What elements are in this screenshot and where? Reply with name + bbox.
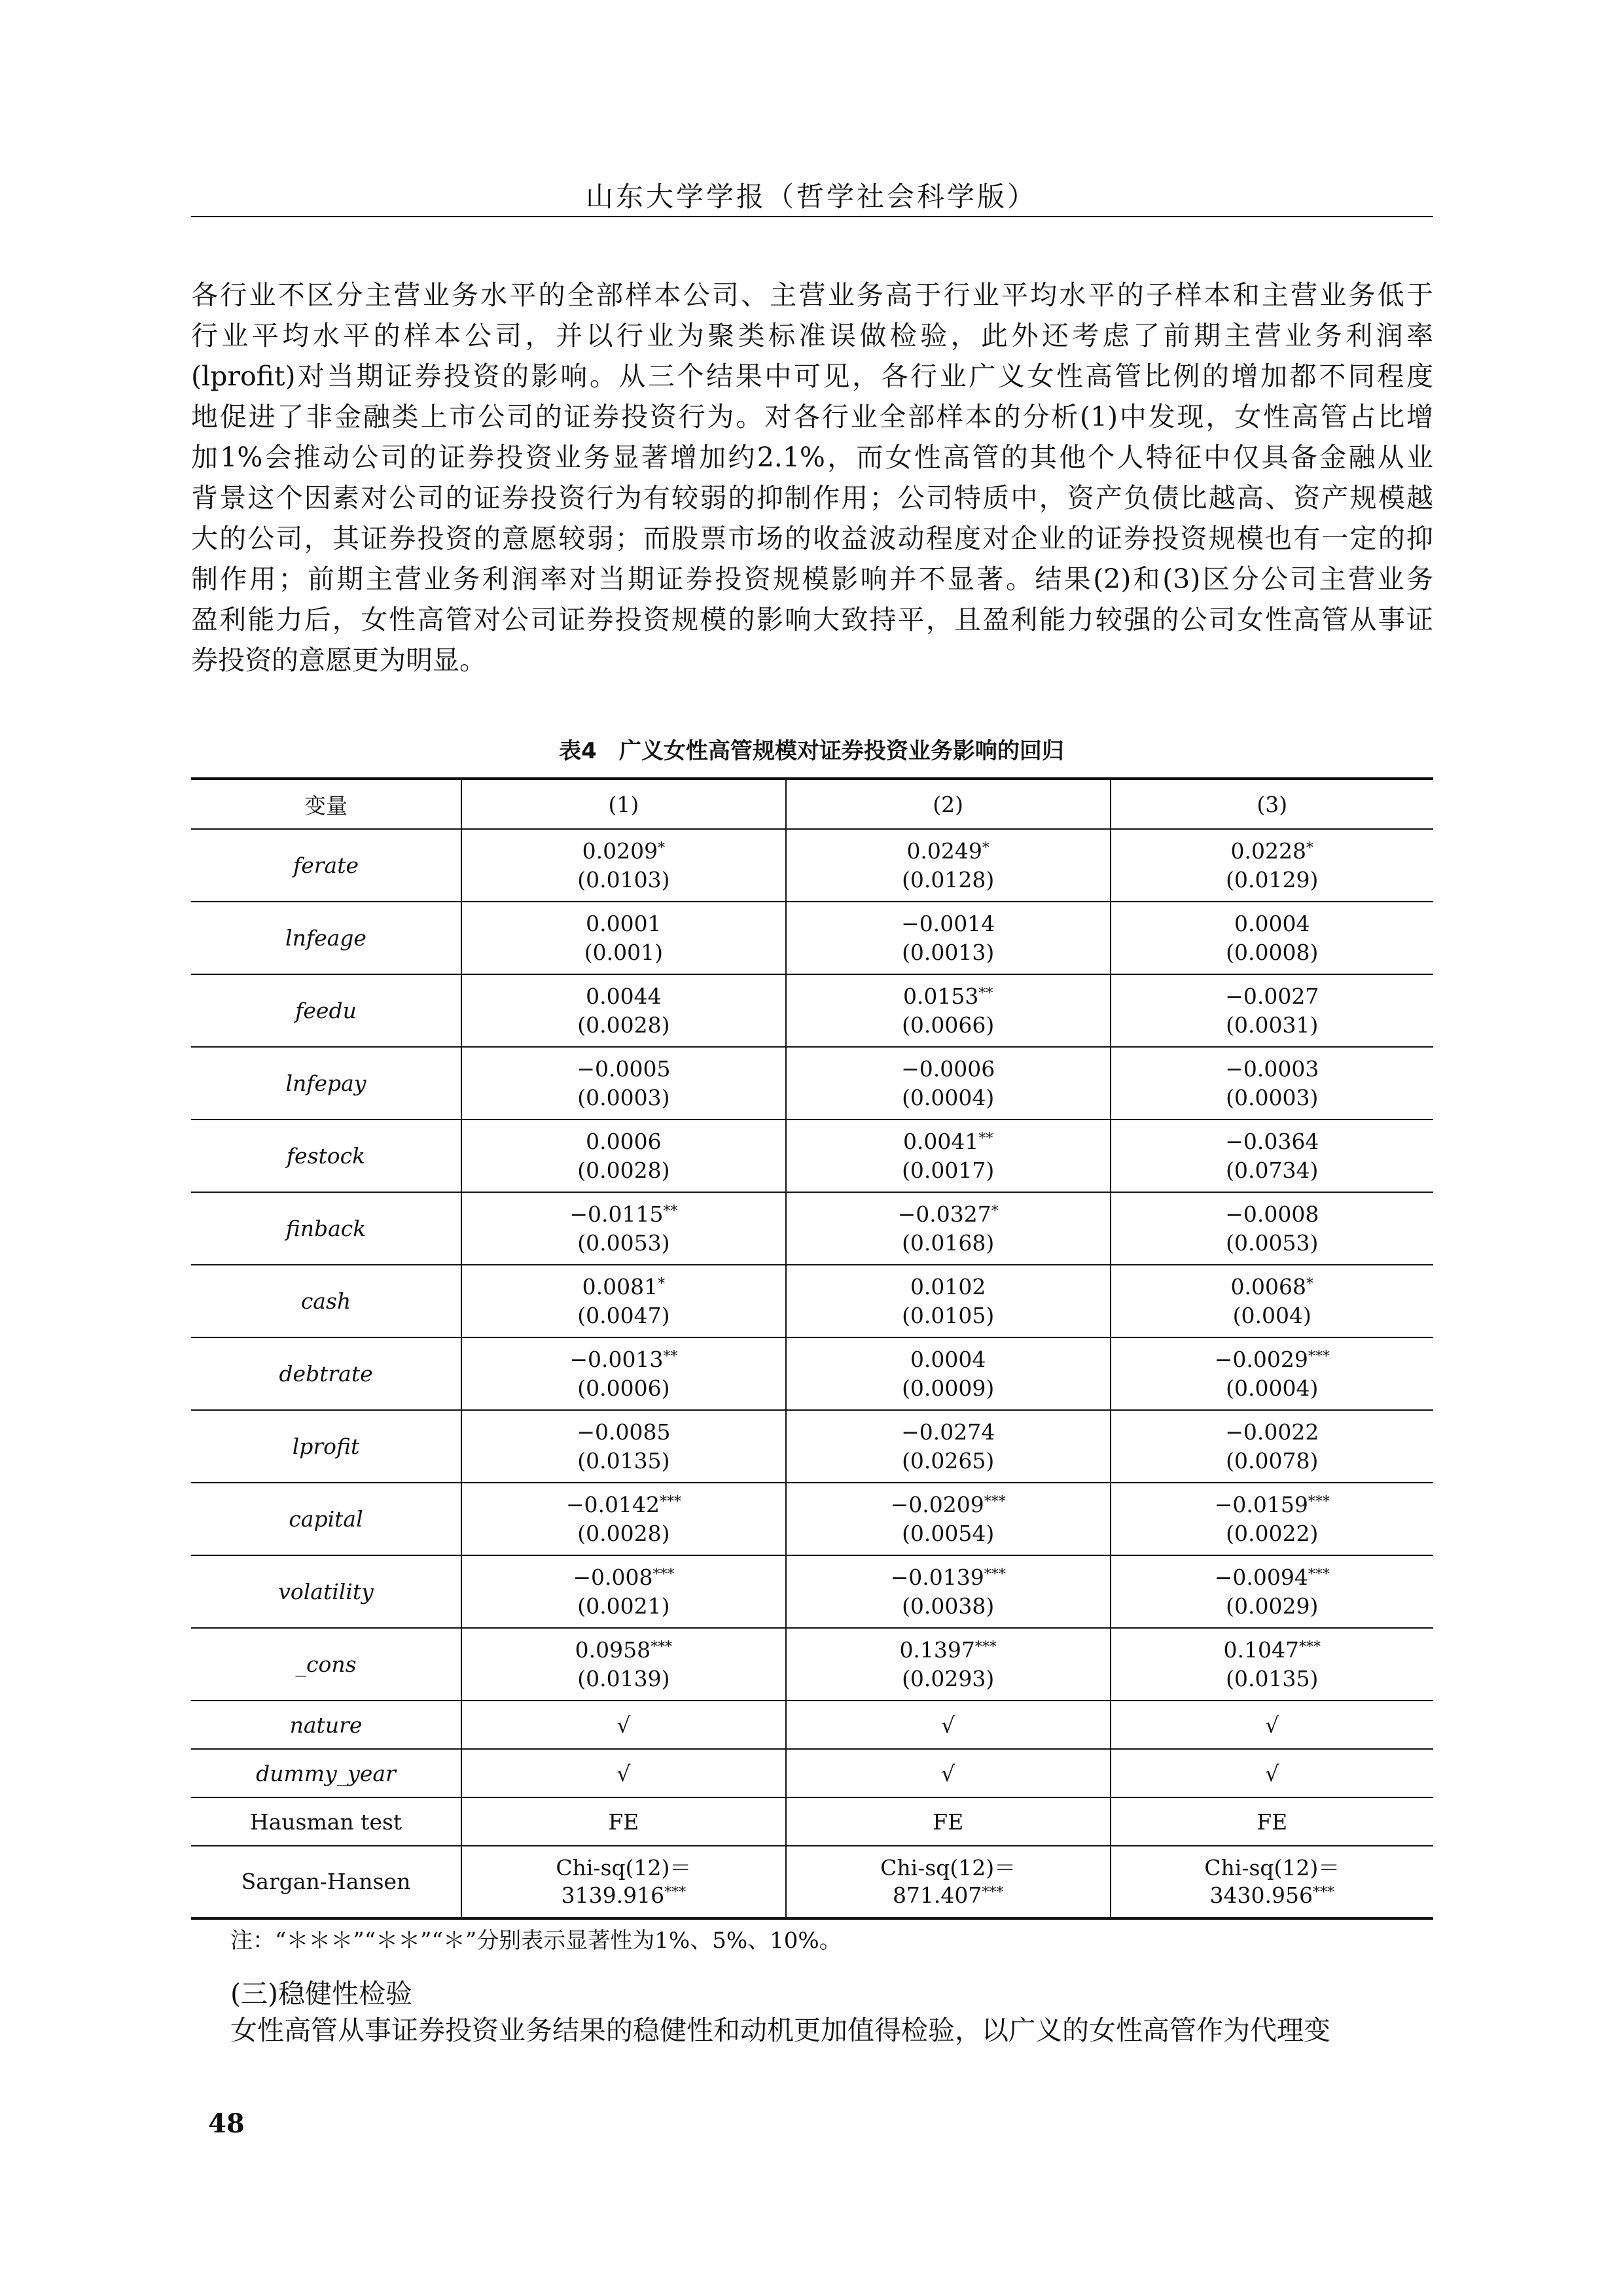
significance-stars: ***	[984, 1493, 1006, 1510]
standard-error: (0.0129)	[1226, 866, 1319, 892]
coefficient-cell	[1111, 1120, 1433, 1192]
variable-name: capital	[191, 1483, 461, 1555]
standard-error: (0.0028)	[577, 1520, 670, 1546]
significance-stars: ***	[659, 1493, 681, 1510]
standard-error: (0.0006)	[577, 1375, 670, 1401]
control-row	[191, 1701, 1433, 1749]
coefficient-cell	[461, 1047, 786, 1120]
significance-stars: ***	[982, 1884, 1004, 1901]
standard-error: (0.0168)	[902, 1229, 995, 1256]
coefficient-line	[1111, 1200, 1433, 1229]
page-number: 48	[208, 2108, 245, 2139]
coefficient-line	[462, 1055, 785, 1084]
variable-name: Hausman test	[191, 1797, 461, 1846]
coefficient-cell	[461, 1265, 786, 1337]
coefficient-line	[462, 837, 785, 866]
checkmark-cell: √	[1111, 1701, 1433, 1749]
table-row	[191, 1047, 1433, 1120]
standard-error: (0.0004)	[1226, 1375, 1319, 1401]
coefficient-line	[462, 1273, 785, 1301]
significance-stars: ***	[1313, 1884, 1335, 1901]
coefficient-value: 0.0004	[910, 1346, 986, 1372]
coefficient-line	[787, 1055, 1110, 1084]
standard-error: (0.0135)	[1226, 1665, 1319, 1691]
standard-error: (0.0022)	[1226, 1520, 1319, 1546]
coefficient-line	[787, 837, 1110, 866]
significance-stars: ***	[1308, 1348, 1330, 1365]
paragraph-line: 地促进了非金融类上市公司的证券投资行为。对各行业全部样本的分析(1)中发现，女性高管占比增	[191, 401, 1433, 433]
significance-stars: *	[1306, 1275, 1314, 1292]
coefficient-value: −0.0005	[577, 1055, 671, 1082]
coefficient-line	[462, 1418, 785, 1447]
coefficient-line	[1111, 1636, 1433, 1665]
header-rule	[191, 216, 1433, 217]
coefficient-line	[462, 1563, 785, 1592]
paragraph-line: 制作用；前期主营业务利润率对当期证券投资规模影响并不显著。结果(2)和(3)区分公司主营业务	[191, 563, 1433, 595]
coefficient-cell	[461, 1337, 786, 1410]
control-row	[191, 1749, 1433, 1797]
variable-name: volatility	[191, 1555, 461, 1628]
coefficient-cell	[1111, 1628, 1433, 1701]
table-note: 注：“＊＊＊”“＊＊”“＊”分别表示显著性为1%、5%、10%。	[230, 1928, 842, 1954]
coefficient-cell	[786, 1120, 1111, 1192]
coefficient-cell	[786, 1628, 1111, 1701]
coefficient-value: −0.0159	[1214, 1491, 1308, 1517]
coefficient-cell	[1111, 1337, 1433, 1410]
coefficient-cell	[461, 1410, 786, 1483]
table-row	[191, 1120, 1433, 1192]
standard-error: (0.0028)	[577, 1157, 670, 1183]
significance-stars: *	[658, 839, 666, 857]
coefficient-value: −0.0029	[1214, 1346, 1308, 1372]
body-paragraph-2: 女性高管从事证券投资业务结果的稳健性和动机更加值得检验，以广义的女性高管作为代理变	[230, 2015, 1330, 2046]
coefficient-cell	[1111, 1047, 1433, 1120]
coefficient-line	[1111, 1055, 1433, 1084]
paragraph-line: (lprofit)对当期证券投资的影响。从三个结果中可见，各行业广义女性高管比例的增加都不同程度	[191, 361, 1433, 392]
coefficient-line	[462, 910, 785, 938]
standard-error: (0.0135)	[577, 1447, 670, 1474]
significance-stars: ***	[1308, 1566, 1330, 1583]
coefficient-line	[787, 1636, 1110, 1665]
paragraph-line: 背景这个因素对公司的证券投资行为有较弱的抑制作用；公司特质中，资产负债比越高、资产规模越	[191, 482, 1433, 514]
coefficient-value: 0.0081	[582, 1273, 658, 1299]
coefficient-value: 0.0006	[586, 1128, 662, 1154]
hausman-result: FE	[1111, 1797, 1433, 1846]
variable-name: ferate	[191, 829, 461, 902]
table-row	[191, 1337, 1433, 1410]
table-row	[191, 1628, 1433, 1701]
coefficient-cell	[786, 1410, 1111, 1483]
chi-sq-value: 3430.956	[1209, 1882, 1313, 1908]
significance-stars: ***	[974, 1638, 997, 1655]
checkmark-cell: √	[461, 1749, 786, 1797]
table-caption: 表4 广义女性高管规模对证券投资业务影响的回归	[559, 738, 1064, 764]
variable-name: cash	[191, 1265, 461, 1337]
coefficient-line	[787, 982, 1110, 1011]
standard-error: (0.004)	[1232, 1302, 1311, 1328]
variable-name: feedu	[191, 974, 461, 1047]
column-header: (2)	[786, 779, 1111, 829]
chi-sq-line	[462, 1882, 785, 1909]
significance-stars: ***	[984, 1566, 1006, 1583]
standard-error: (0.0028)	[577, 1012, 670, 1038]
variable-name: _cons	[191, 1628, 461, 1701]
coefficient-cell	[461, 1483, 786, 1555]
coefficient-value: 0.0209	[582, 838, 658, 864]
checkmark-cell: √	[461, 1701, 786, 1749]
coefficient-cell	[461, 829, 786, 902]
coefficient-line	[787, 1200, 1110, 1229]
standard-error: (0.0031)	[1226, 1012, 1319, 1038]
standard-error: (0.0053)	[1226, 1229, 1319, 1256]
standard-error: (0.0054)	[902, 1520, 995, 1546]
coefficient-value: 0.0102	[910, 1273, 986, 1299]
sargan-cell	[461, 1846, 786, 1918]
variable-name: lnfepay	[191, 1047, 461, 1120]
hausman-row	[191, 1797, 1433, 1846]
coefficient-cell	[786, 1483, 1111, 1555]
coefficient-value: −0.0094	[1214, 1564, 1308, 1590]
coefficient-value: 0.0044	[586, 983, 662, 1009]
coefficient-line	[787, 1273, 1110, 1301]
standard-error: (0.0734)	[1226, 1157, 1319, 1183]
coefficient-value: 0.0041	[902, 1128, 979, 1154]
coefficient-cell	[1111, 1410, 1433, 1483]
checkmark-cell: √	[1111, 1749, 1433, 1797]
table-row	[191, 1265, 1433, 1337]
coefficient-value: −0.0003	[1225, 1055, 1319, 1082]
variable-name: Sargan-Hansen	[191, 1846, 461, 1918]
significance-stars: **	[663, 1348, 678, 1365]
coefficient-cell	[461, 974, 786, 1047]
coefficient-line	[1111, 1491, 1433, 1519]
standard-error: (0.0078)	[1226, 1447, 1319, 1474]
paragraph-line: 加1%会推动公司的证券投资业务显著增加约2.1%，而女性高管的其他个人特征中仅具备金融从业	[191, 442, 1433, 473]
coefficient-value: −0.0022	[1225, 1419, 1319, 1445]
standard-error: (0.0008)	[1226, 939, 1319, 965]
table-header-row	[191, 779, 1433, 829]
coefficient-line	[462, 1200, 785, 1229]
column-header: (3)	[1111, 779, 1433, 829]
significance-stars: ***	[652, 1566, 675, 1583]
coefficient-line	[462, 1491, 785, 1519]
table-row	[191, 1410, 1433, 1483]
significance-stars: ***	[1308, 1493, 1330, 1510]
coefficient-cell	[786, 829, 1111, 902]
coefficient-line	[1111, 1273, 1433, 1301]
chi-sq-value: 3139.916	[561, 1882, 665, 1908]
coefficient-cell	[1111, 1483, 1433, 1555]
coefficient-cell	[461, 902, 786, 974]
coefficient-value: −0.0115	[569, 1201, 664, 1227]
paragraph-line: 行业平均水平的样本公司，并以行业为聚类标准误做检验，此外还考虑了前期主营业务利润率	[191, 320, 1433, 351]
coefficient-cell	[1111, 1192, 1433, 1265]
coefficient-value: 0.0958	[575, 1636, 651, 1663]
chi-sq-label: Chi-sq(12)＝	[556, 1855, 692, 1881]
coefficient-line	[787, 1563, 1110, 1592]
coefficient-value: −0.0008	[1225, 1201, 1319, 1227]
significance-stars: **	[663, 1203, 678, 1220]
coefficient-cell	[786, 1337, 1111, 1410]
journal-header-title: 山东大学学报（哲学社会科学版）	[585, 181, 1037, 213]
coefficient-cell	[1111, 829, 1433, 902]
coefficient-cell	[786, 1192, 1111, 1265]
chi-sq-line	[1111, 1882, 1433, 1909]
coefficient-value: −0.0085	[577, 1419, 671, 1445]
coefficient-cell	[786, 1555, 1111, 1628]
standard-error: (0.001)	[584, 939, 663, 965]
paragraph-line: 各行业不区分主营业务水平的全部样本公司、主营业务高于行业平均水平的子样本和主营业务低于	[191, 279, 1433, 311]
hausman-result: FE	[461, 1797, 786, 1846]
coefficient-value: 0.0001	[586, 910, 662, 936]
coefficient-value: −0.0142	[565, 1491, 660, 1517]
coefficient-value: −0.0006	[901, 1055, 995, 1082]
coefficient-line	[787, 910, 1110, 938]
coefficient-value: −0.0364	[1225, 1128, 1319, 1154]
standard-error: (0.0003)	[1226, 1084, 1319, 1110]
standard-error: (0.0103)	[577, 866, 670, 892]
variable-name: lprofit	[191, 1410, 461, 1483]
coefficient-cell	[1111, 902, 1433, 974]
coefficient-cell	[461, 1120, 786, 1192]
coefficient-value: 0.0153	[902, 983, 979, 1009]
checkmark-cell: √	[786, 1749, 1111, 1797]
column-header: (1)	[461, 779, 786, 829]
variable-name: finback	[191, 1192, 461, 1265]
chi-sq-value: 871.407	[892, 1882, 982, 1908]
coefficient-line	[462, 1345, 785, 1374]
variable-name: nature	[191, 1701, 461, 1749]
coefficient-value: −0.0209	[890, 1491, 984, 1517]
coefficient-cell	[786, 1265, 1111, 1337]
coefficient-value: 0.0249	[906, 838, 982, 864]
chi-sq-label: Chi-sq(12)＝	[880, 1855, 1016, 1881]
coefficient-line	[787, 1418, 1110, 1447]
column-header: 变量	[191, 779, 461, 829]
sargan-row	[191, 1846, 1433, 1918]
coefficient-line	[1111, 837, 1433, 866]
coefficient-line	[462, 1127, 785, 1156]
standard-error: (0.0004)	[902, 1084, 995, 1110]
coefficient-value: 0.0004	[1234, 910, 1310, 936]
coefficient-cell	[1111, 1555, 1433, 1628]
significance-stars: *	[1306, 839, 1314, 857]
paragraph-line: 盈利能力后，女性高管对公司证券投资规模的影响大致持平，且盈利能力较强的公司女性高管从事证	[191, 604, 1433, 635]
coefficient-value: −0.0327	[897, 1201, 991, 1227]
coefficient-value: −0.008	[573, 1564, 653, 1590]
standard-error: (0.0029)	[1226, 1593, 1319, 1619]
coefficient-cell	[786, 1047, 1111, 1120]
coefficient-value: 0.0228	[1230, 838, 1307, 864]
standard-error: (0.0047)	[577, 1302, 670, 1328]
coefficient-cell	[461, 1192, 786, 1265]
standard-error: (0.0017)	[902, 1157, 995, 1183]
coefficient-line	[1111, 1345, 1433, 1374]
table-row	[191, 974, 1433, 1047]
coefficient-value: −0.0139	[890, 1564, 984, 1590]
body-paragraph-1	[191, 275, 1433, 680]
significance-stars: *	[658, 1275, 666, 1292]
coefficient-value: −0.0013	[569, 1346, 664, 1372]
coefficient-cell	[461, 1555, 786, 1628]
paragraph-line: 券投资的意愿更为明显。	[191, 645, 486, 676]
table-row	[191, 829, 1433, 902]
significance-stars: **	[978, 1130, 993, 1147]
paragraph-line: 大的公司，其证券投资的意愿较弱；而股票市场的收益波动程度对企业的证券投资规模也有一定的抑	[191, 523, 1433, 554]
coefficient-cell	[1111, 1265, 1433, 1337]
checkmark-cell: √	[786, 1701, 1111, 1749]
coefficient-value: −0.0014	[901, 910, 995, 936]
significance-stars: **	[978, 985, 993, 1002]
standard-error: (0.0009)	[902, 1375, 995, 1401]
variable-name: lnfeage	[191, 902, 461, 974]
standard-error: (0.0053)	[577, 1229, 670, 1256]
sargan-cell	[786, 1846, 1111, 1918]
section-heading: (三)稳健性检验	[230, 1978, 412, 2009]
standard-error: (0.0066)	[902, 1012, 995, 1038]
standard-error: (0.0105)	[902, 1302, 995, 1328]
significance-stars: ***	[651, 1638, 673, 1655]
chi-sq-label: Chi-sq(12)＝	[1204, 1855, 1340, 1881]
standard-error: (0.0013)	[902, 939, 995, 965]
standard-error: (0.0139)	[577, 1665, 670, 1691]
coefficient-value: 0.1397	[899, 1636, 975, 1663]
standard-error: (0.0003)	[577, 1084, 670, 1110]
coefficient-line	[1111, 1127, 1433, 1156]
table-row	[191, 1483, 1433, 1555]
coefficient-cell	[461, 1628, 786, 1701]
coefficient-line	[462, 982, 785, 1011]
significance-stars: *	[991, 1203, 999, 1220]
standard-error: (0.0128)	[902, 866, 995, 892]
significance-stars: *	[982, 839, 990, 857]
coefficient-cell	[786, 902, 1111, 974]
coefficient-line	[1111, 982, 1433, 1011]
coefficient-value: −0.0274	[901, 1419, 995, 1445]
coefficient-line	[1111, 1563, 1433, 1592]
coefficient-line	[462, 1636, 785, 1665]
hausman-result: FE	[786, 1797, 1111, 1846]
table-row	[191, 1192, 1433, 1265]
coefficient-value: 0.0068	[1230, 1273, 1307, 1299]
coefficient-cell	[786, 974, 1111, 1047]
table-row	[191, 1555, 1433, 1628]
coefficient-value: −0.0027	[1225, 983, 1319, 1009]
standard-error: (0.0021)	[577, 1593, 670, 1619]
coefficient-line	[1111, 1418, 1433, 1447]
coefficient-line	[1111, 910, 1433, 938]
coefficient-cell	[1111, 974, 1433, 1047]
table-row	[191, 902, 1433, 974]
variable-name: dummy_year	[191, 1749, 461, 1797]
standard-error: (0.0293)	[902, 1665, 995, 1691]
significance-stars: ***	[1299, 1638, 1321, 1655]
regression-table	[191, 777, 1433, 1920]
standard-error: (0.0265)	[902, 1447, 995, 1474]
table-body	[191, 829, 1433, 1918]
sargan-cell	[1111, 1846, 1433, 1918]
chi-sq-line	[787, 1882, 1110, 1909]
coefficient-line	[787, 1127, 1110, 1156]
coefficient-line	[787, 1345, 1110, 1374]
significance-stars: ***	[664, 1884, 687, 1901]
variable-name: festock	[191, 1120, 461, 1192]
standard-error: (0.0038)	[902, 1593, 995, 1619]
coefficient-line	[787, 1491, 1110, 1519]
coefficient-value: 0.1047	[1223, 1636, 1300, 1663]
variable-name: debtrate	[191, 1337, 461, 1410]
